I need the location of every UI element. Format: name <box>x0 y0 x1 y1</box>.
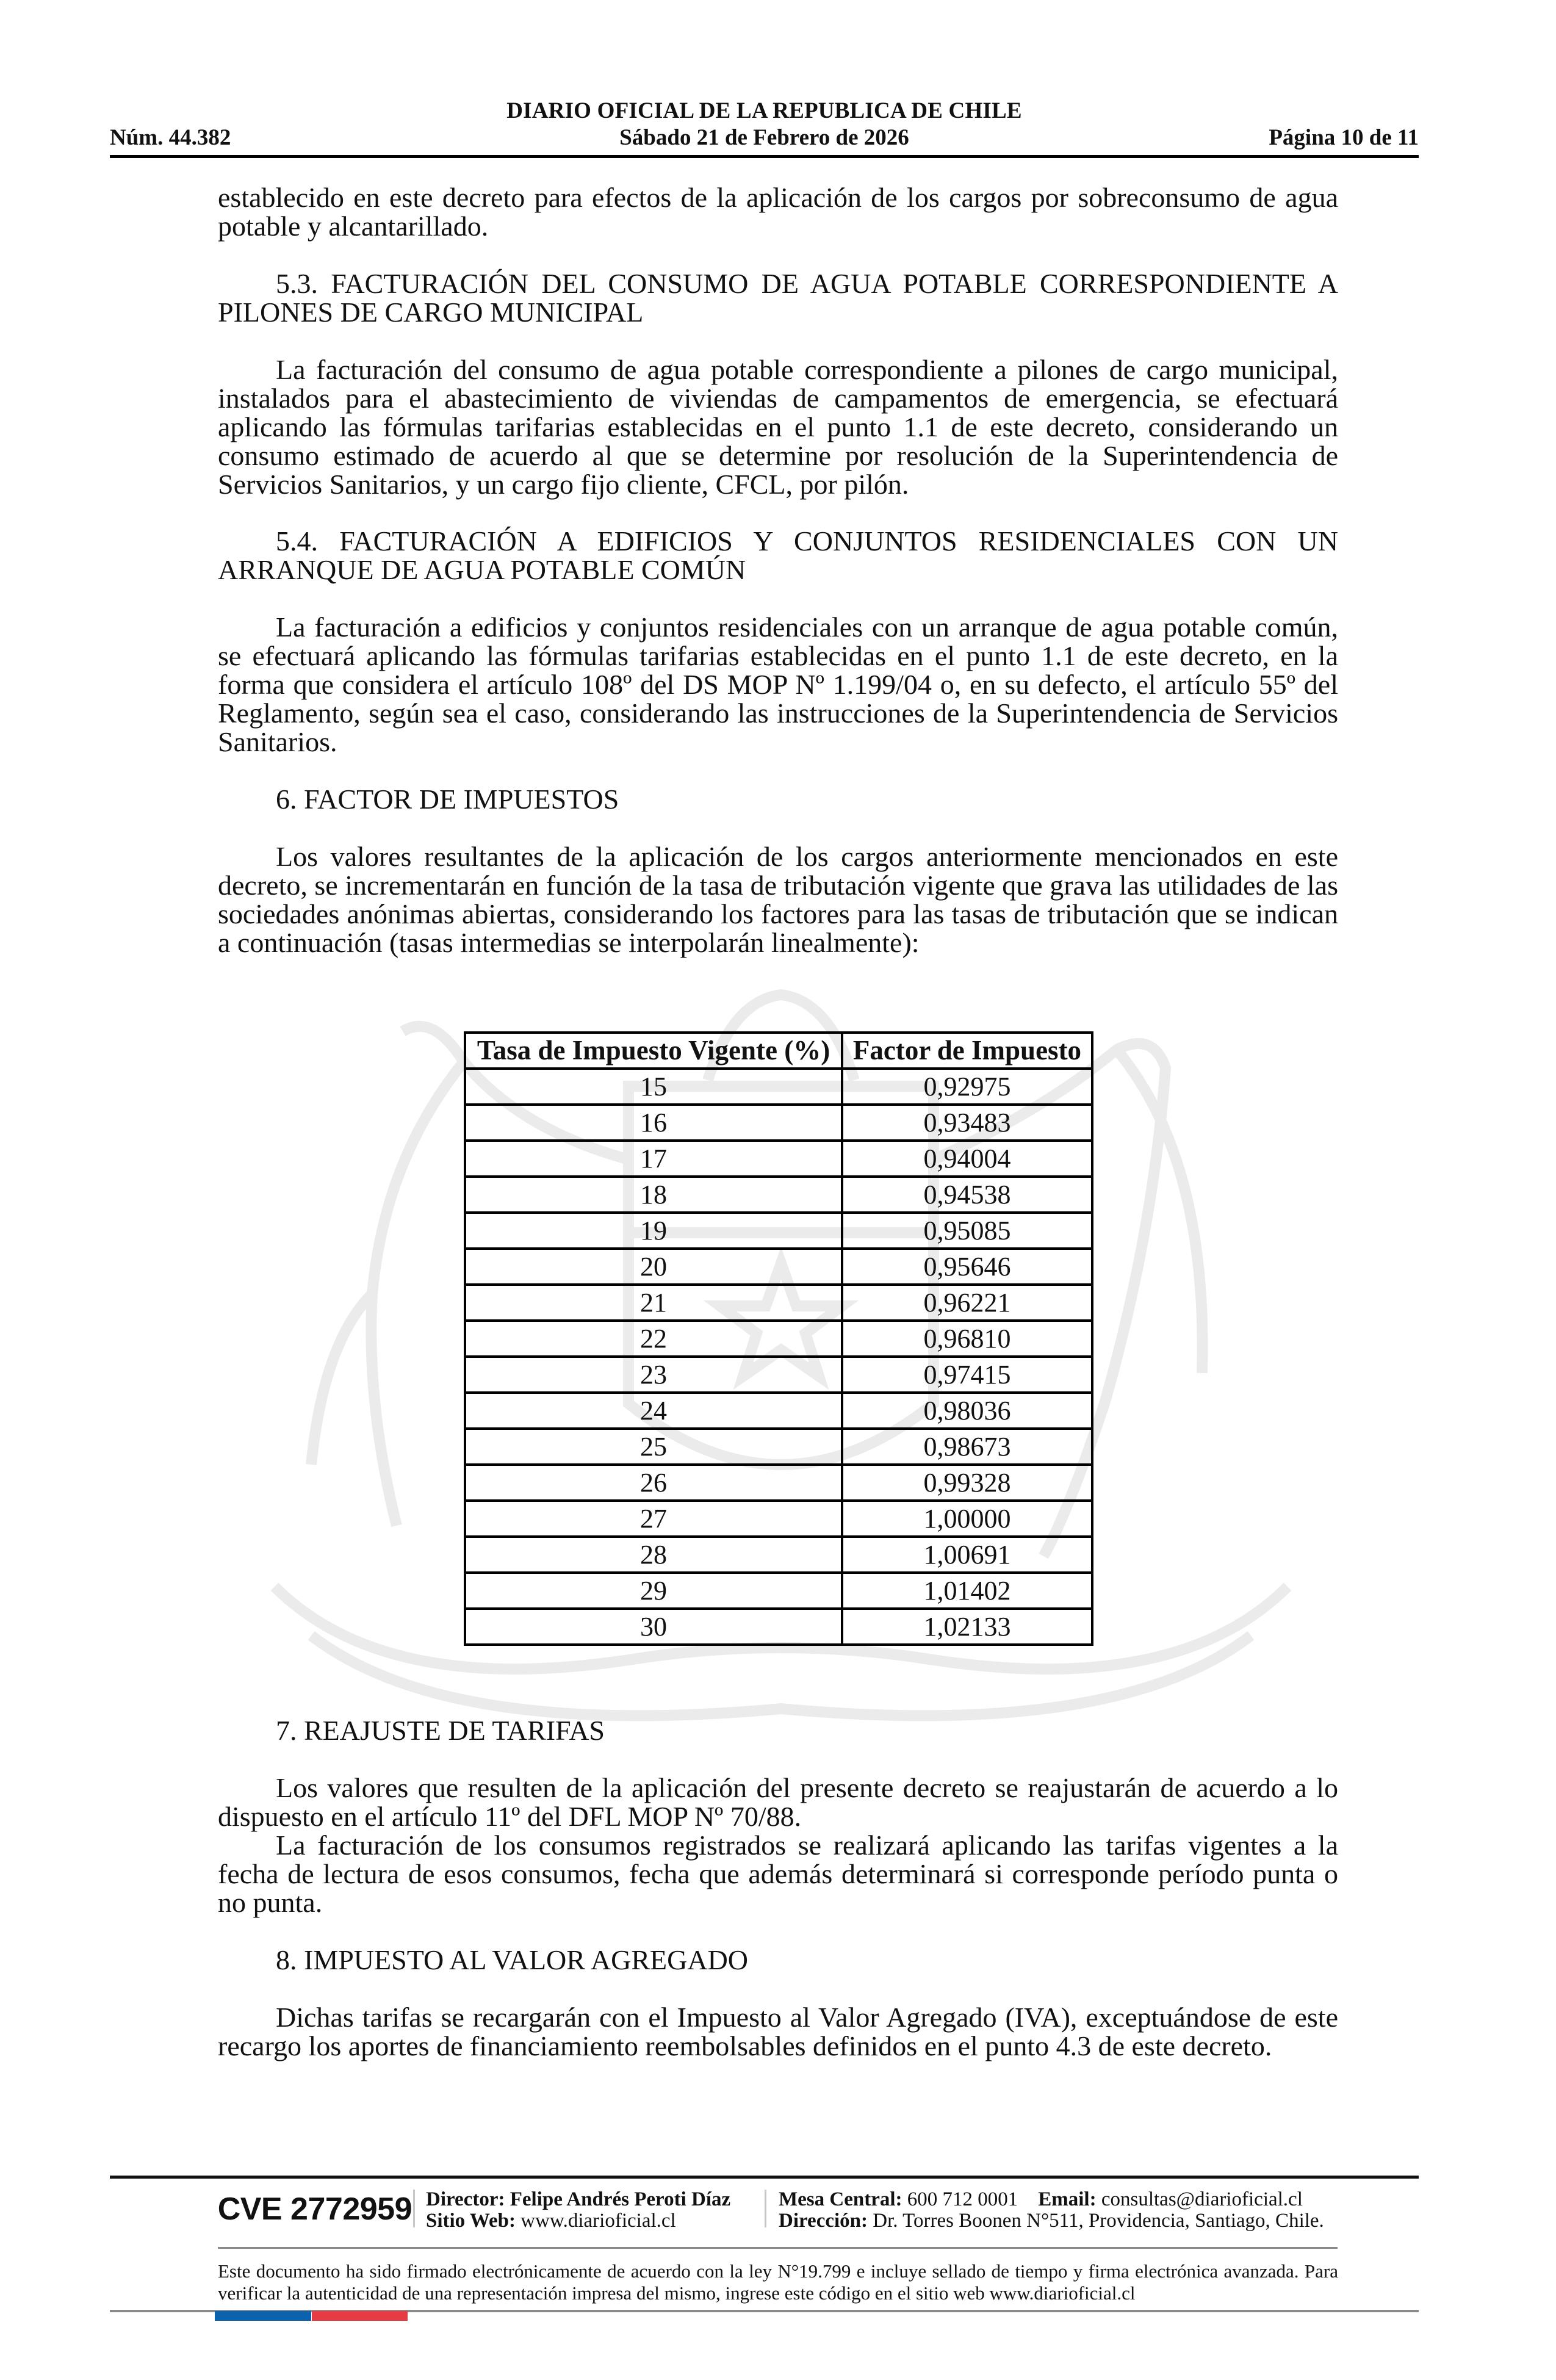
document-body-upper <box>218 183 1338 957</box>
tax-rate-cell: 26 <box>465 1465 842 1501</box>
column-header-tax-rate: Tasa de Impuesto Vigente (%) <box>465 1033 842 1069</box>
flag-stripe-red-icon <box>312 2311 408 2321</box>
tax-factor-table <box>464 1031 1093 1646</box>
website-link[interactable]: www.diarioficial.cl <box>520 2210 676 2232</box>
tax-factor-cell: 0,93483 <box>842 1105 1092 1141</box>
tax-factor-cell: 0,95646 <box>842 1249 1092 1285</box>
tax-rate-cell: 27 <box>465 1501 842 1537</box>
table-row <box>465 1213 1092 1249</box>
tax-factor-cell: 0,94004 <box>842 1141 1092 1177</box>
flag-stripe-blue-icon <box>215 2311 311 2321</box>
section-5-4-title: 5.4. FACTURACIÓN A EDIFICIOS Y CONJUNTOS RESIDENCIALES CON UN ARRANQUE DE AGUA POTABLE COMÚN <box>218 525 1338 585</box>
section-6-paragraph: Los valores resultantes de la aplicación de los cargos anteriormente mencionados en este decreto, se incrementarán en función de la tasa de tributación vigente que grava las utilidades de las sociedades anónimas abiertas, considerando los factores para las tasas de tributación que se indican a continuación (tasas intermedias se interpolarán linealmente): <box>218 841 1338 958</box>
tax-factor-cell: 0,94538 <box>842 1177 1092 1213</box>
tax-rate-cell: 18 <box>465 1177 842 1213</box>
document-body-lower <box>218 1716 1338 2060</box>
section-5-3-paragraph: La facturación del consumo de agua potable correspondiente a pilones de cargo municipal, instalados para el abastecimiento de viviendas de campamentos de emergencia, se efectuará aplicando las fórmulas tarifarias establecidas en el punto 1.1 de este decreto, considerando un consumo estimado de acuerdo al que se determine por resolución de la Superintendencia de Servicios Sanitarios, y un cargo fijo cliente, CFCL, por pilón. <box>218 354 1338 500</box>
cve-code: CVE 2772959 <box>217 2191 412 2227</box>
phone-label: Mesa Central: <box>779 2188 902 2210</box>
tax-rate-cell: 23 <box>465 1357 842 1393</box>
table-row <box>465 1069 1092 1105</box>
table-header-row <box>465 1033 1092 1069</box>
issue-date: Sábado 21 de Febrero de 2026 <box>619 125 909 150</box>
footer-director-block <box>426 2189 730 2232</box>
table-row <box>465 1249 1092 1285</box>
table-row <box>465 1393 1092 1429</box>
intro-continuation-paragraph: establecido en este decreto para efectos de la aplicación de los cargos por sobreconsumo de agua potable y alcantarillado. <box>218 182 1338 242</box>
column-header-tax-factor: Factor de Impuesto <box>842 1033 1092 1069</box>
tax-factor-cell: 0,92975 <box>842 1069 1092 1105</box>
tax-rate-cell: 29 <box>465 1573 842 1609</box>
table-row <box>465 1465 1092 1501</box>
section-8-paragraph: Dichas tarifas se recargarán con el Impuesto al Valor Agregado (IVA), exceptuándose de este recargo los aportes de financiamiento reembolsables definidos en el punto 4.3 de este decreto. <box>218 2002 1338 2061</box>
publication-title: DIARIO OFICIAL DE LA REPUBLICA DE CHILE <box>506 98 1022 123</box>
tax-rate-cell: 20 <box>465 1249 842 1285</box>
table-row <box>465 1357 1092 1393</box>
table-row <box>465 1537 1092 1573</box>
table-row <box>465 1177 1092 1213</box>
tax-rate-cell: 17 <box>465 1141 842 1177</box>
tax-rate-cell: 28 <box>465 1537 842 1573</box>
section-6-title: 6. FACTOR DE IMPUESTOS <box>276 784 619 815</box>
tax-rate-cell: 24 <box>465 1393 842 1429</box>
tax-rate-cell: 16 <box>465 1105 842 1141</box>
page-indicator: Página 10 de 11 <box>1269 125 1419 150</box>
table-row <box>465 1609 1092 1645</box>
table-row <box>465 1321 1092 1357</box>
email-label: Email: <box>1038 2188 1097 2210</box>
issue-number: Núm. 44.382 <box>110 125 231 150</box>
tax-rate-cell: 19 <box>465 1213 842 1249</box>
section-5-3-title: 5.3. FACTURACIÓN DEL CONSUMO DE AGUA POTABLE CORRESPONDIENTE A PILONES DE CARGO MUNICIPAL <box>218 268 1338 328</box>
table-row <box>465 1141 1092 1177</box>
tax-rate-cell: 22 <box>465 1321 842 1357</box>
electronic-signature-notice: Este documento ha sido firmado electrónicamente de acuerdo con la ley N°19.799 e incluye sellado de tiempo y firma electrónica avanzada. Para verificar la autenticidad de una representación impresa del mismo, ingrese este código en el sitio web www.diarioficial.cl <box>218 2260 1338 2304</box>
address-label: Dirección: <box>779 2210 868 2232</box>
footer-top-divider <box>110 2176 1419 2179</box>
director-label: Director: <box>426 2188 505 2210</box>
table-row <box>465 1285 1092 1321</box>
section-7-paragraph-1: Los valores que resulten de la aplicación del presente decreto se reajustarán de acuerdo a lo dispuesto en el artículo 11º del DFL MOP Nº 70/88. <box>218 1772 1338 1832</box>
table-row <box>465 1501 1092 1537</box>
footer-middle-divider <box>218 2247 1338 2249</box>
tax-factor-cell: 0,98673 <box>842 1429 1092 1465</box>
tax-factor-cell: 1,00691 <box>842 1537 1092 1573</box>
tax-rate-cell: 21 <box>465 1285 842 1321</box>
tax-factor-cell: 1,00000 <box>842 1501 1092 1537</box>
phone-number: 600 712 0001 <box>907 2188 1018 2210</box>
tax-rate-cell: 15 <box>465 1069 842 1105</box>
footer-contact-block <box>779 2189 1324 2232</box>
section-8-title: 8. IMPUESTO AL VALOR AGREGADO <box>276 1944 749 1975</box>
section-7-title: 7. REAJUSTE DE TARIFAS <box>276 1715 605 1746</box>
footer-separator <box>765 2190 766 2227</box>
header-divider <box>110 155 1419 158</box>
email-link[interactable]: consultas@diarioficial.cl <box>1101 2188 1303 2210</box>
tax-factor-cell: 1,01402 <box>842 1573 1092 1609</box>
tax-factor-cell: 0,97415 <box>842 1357 1092 1393</box>
page-header <box>110 92 1419 159</box>
footer-separator <box>413 2190 415 2227</box>
address-text: Dr. Torres Boonen N°511, Providencia, Santiago, Chile. <box>873 2210 1324 2232</box>
tax-factor-cell: 0,95085 <box>842 1213 1092 1249</box>
table-row <box>465 1105 1092 1141</box>
section-7-paragraph-2: La facturación de los consumos registrados se realizará aplicando las tarifas vigentes a la fecha de lectura de esos consumos, fecha que además determinará si corresponde período punta o no punta. <box>218 1830 1338 1918</box>
director-name: Felipe Andrés Peroti Díaz <box>510 2188 731 2210</box>
tax-factor-cell: 0,96221 <box>842 1285 1092 1321</box>
table-row <box>465 1429 1092 1465</box>
tax-factor-cell: 0,98036 <box>842 1393 1092 1429</box>
tax-factor-table-container <box>464 1031 1093 1646</box>
tax-rate-cell: 25 <box>465 1429 842 1465</box>
tax-factor-cell: 0,96810 <box>842 1321 1092 1357</box>
website-label: Sitio Web: <box>426 2210 516 2232</box>
table-row <box>465 1573 1092 1609</box>
tax-rate-cell: 30 <box>465 1609 842 1645</box>
section-5-4-paragraph: La facturación a edificios y conjuntos residenciales con un arranque de agua potable común, se efectuará aplicando las fórmulas tarifarias establecidas en el punto 1.1 de este decreto, en la forma que considera el artículo 108º del DS MOP Nº 1.199/04 o, en su defecto, el artículo 55º del Reglamento, según sea el caso, considerando las instrucciones de la Superintendencia de Servicios Sanitarios. <box>218 611 1338 757</box>
tax-factor-cell: 1,02133 <box>842 1609 1092 1645</box>
tax-factor-cell: 0,99328 <box>842 1465 1092 1501</box>
